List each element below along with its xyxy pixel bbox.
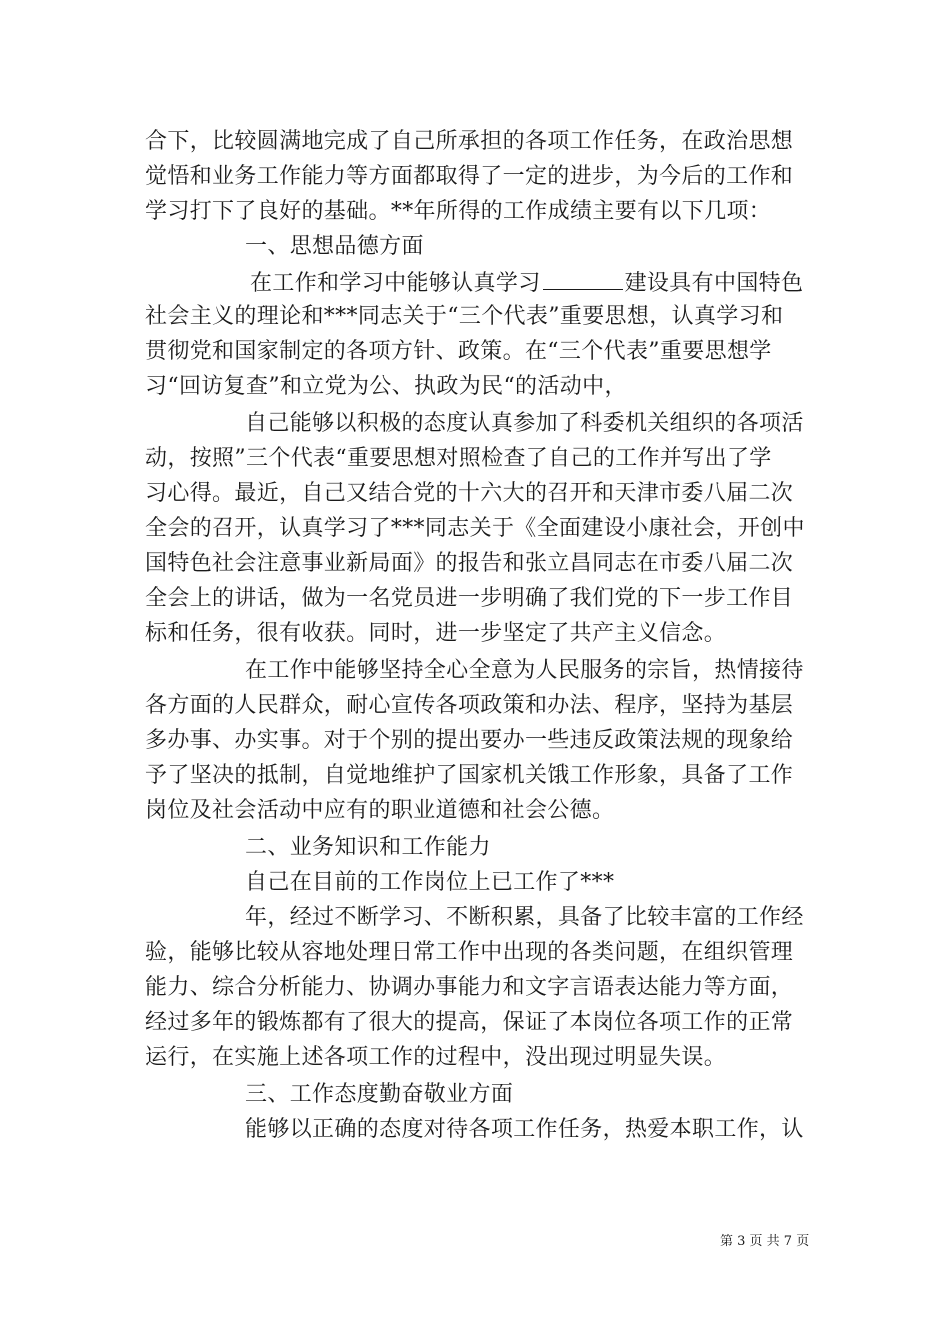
paragraph-line: 经过多年的锻炼都有了很大的提高，保证了本岗位各项工作的正常 [145,1010,794,1035]
paragraph-line: 全会的召开，认真学习了***同志关于《全面建设小康社会，开创中 [145,516,805,541]
paragraph-line: 觉悟和业务工作能力等方面都取得了一定的进步，为今后的工作和 [145,164,794,189]
paragraph-line: 自己能够以积极的态度认真参加了科委机关组织的各项活 [245,411,804,436]
paragraph-line: 标和任务，很有收获。同时，进一步坚定了共产主义信念。 [145,621,727,646]
line-segment: 建设具有中国特色 [624,271,804,296]
paragraph-line: 各方面的人民群众，耐心宣传各项政策和办法、程序，坚持为基层 [145,693,794,718]
paragraph-line: 合下，比较圆满地完成了自己所承担的各项工作任务，在政治思想 [145,129,794,154]
paragraph-line: 国特色社会注意事业新局面》的报告和张立昌同志在市委八届二次 [145,551,794,576]
paragraph-line: 多办事、办实事。对于个别的提出要办一些违反政策法规的现象给 [145,728,794,753]
paragraph-line: 予了坚决的抵制，自觉地维护了国家机关饿工作形象，具备了工作 [145,763,794,788]
paragraph-line: 贯彻党和国家制定的各项方针、政策。在“三个代表”重要思想学 [145,339,772,364]
paragraph-line: 年，经过不断学习、不断积累，具备了比较丰富的工作经 [245,905,804,930]
paragraph-line: 运行，在实施上述各项工作的过程中，没出现过明显失误。 [145,1045,727,1070]
paragraph-line: 学习打下了良好的基础。**年所得的工作成绩主要有以下几项： [145,199,772,224]
line-segment: 在工作和学习中能够认真学习 [250,271,541,296]
paragraph-line: 能力、综合分析能力、协调办事能力和文字言语表达能力等方面， [145,975,794,1000]
paragraph-line: 验，能够比较从容地处理日常工作中出现的各类问题，在组织管理 [145,940,794,965]
blank-underline [543,267,623,290]
paragraph-line: 习“回访复查”和立党为公、执政为民“的活动中， [145,374,627,399]
paragraph-line: 动，按照”三个代表“重要思想对照检查了自己的工作并写出了学 [145,446,772,471]
paragraph-line: 习心得。最近，自己又结合党的十六大的召开和天津市委八届二次 [145,481,794,506]
paragraph-line: 自己在目前的工作岗位上已工作了*** [245,870,615,895]
paragraph-line: 岗位及社会活动中应有的职业道德和社会公德。 [145,798,615,823]
paragraph-line: 全会上的讲话，做为一名党员进一步明确了我们党的下一步工作目 [145,586,794,611]
paragraph-line: 在工作中能够坚持全心全意为人民服务的宗旨，热情接待 [245,658,804,683]
section-heading: 二、业务知识和工作能力 [245,835,491,860]
paragraph-line [0,267,950,299]
page-number-footer: 第 3 页 共 7 页 [720,1234,810,1249]
section-heading: 三、工作态度勤奋敬业方面 [245,1082,514,1107]
paragraph-line: 能够以正确的态度对待各项工作任务，热爱本职工作，认 [245,1117,804,1142]
paragraph-line: 社会主义的理论和***同志关于“三个代表”重要思想，认真学习和 [145,304,784,329]
section-heading: 一、思想品德方面 [245,234,424,259]
